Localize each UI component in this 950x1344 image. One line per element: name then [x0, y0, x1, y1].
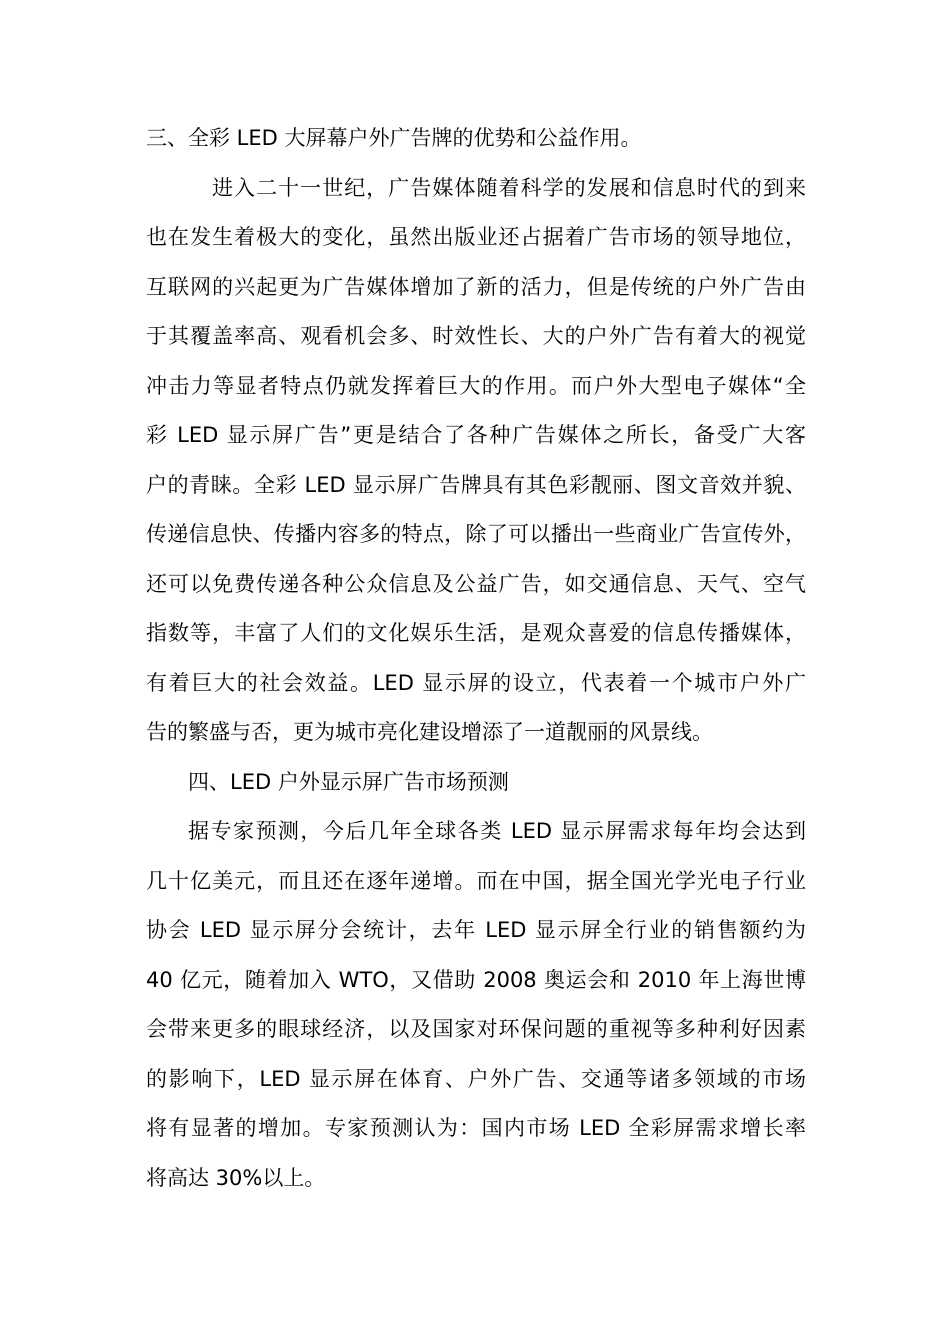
section-heading-3: 三、全彩 LED 大屏幕户外广告牌的优势和公益作用。 — [146, 126, 642, 150]
paragraph-1-line-9: 还可以免费传递各种公众信息及公益广告，如交通信息、天气、空气 — [146, 572, 806, 596]
paragraph-1-line-4: 于其覆盖率高、观看机会多、时效性长、大的户外广告有着大的视觉 — [146, 324, 806, 348]
section-heading-4: 四、LED 户外显示屏广告市场预测 — [188, 770, 509, 794]
paragraph-1-line-6: 彩 LED 显示屏广告”更是结合了各种广告媒体之所长，备受广大客 — [146, 423, 806, 447]
paragraph-1-line-1: 进入二十一世纪，广告媒体随着科学的发展和信息时代的到来 — [212, 176, 806, 200]
paragraph-2-line-6: 的影响下，LED 显示屏在体育、户外广告、交通等诸多领域的市场 — [146, 1067, 806, 1091]
paragraph-1-line-7: 户的青睐。全彩 LED 显示屏广告牌具有其色彩靓丽、图文音效并貌、 — [146, 473, 806, 497]
paragraph-1-line-12: 告的繁盛与否，更为城市亮化建设增添了一道靓丽的风景线。 — [146, 720, 713, 744]
paragraph-2-line-7: 将有显著的增加。专家预测认为：国内市场 LED 全彩屏需求增长率 — [146, 1116, 806, 1140]
paragraph-2-line-3: 协会 LED 显示屏分会统计，去年 LED 显示屏全行业的销售额约为 — [146, 918, 806, 942]
paragraph-1-line-8: 传递信息快、传播内容多的特点，除了可以播出一些商业广告宣传外， — [146, 522, 806, 546]
paragraph-2-line-2: 几十亿美元，而且还在逐年递增。而在中国，据全国光学光电子行业 — [146, 869, 806, 893]
paragraph-1-line-10: 指数等，丰富了人们的文化娱乐生活，是观众喜爱的信息传播媒体， — [146, 621, 806, 645]
paragraph-1-line-3: 互联网的兴起更为广告媒体增加了新的活力，但是传统的户外广告由 — [146, 275, 806, 299]
paragraph-2-line-8: 将高达 30%以上。 — [146, 1166, 326, 1190]
paragraph-1-line-2: 也在发生着极大的变化，虽然出版业还占据着广告市场的领导地位， — [146, 225, 806, 249]
paragraph-2-line-5: 会带来更多的眼球经济，以及国家对环保问题的重视等多种利好因素 — [146, 1017, 806, 1041]
paragraph-2-line-4: 40 亿元，随着加入 WTO，又借助 2008 奥运会和 2010 年上海世博 — [146, 968, 806, 992]
paragraph-1-line-11: 有着巨大的社会效益。LED 显示屏的设立，代表着一个城市户外广 — [146, 671, 806, 695]
paragraph-1-line-5: 冲击力等显者特点仍就发挥着巨大的作用。而户外大型电子媒体“全 — [146, 374, 806, 398]
paragraph-2-line-1: 据专家预测，今后几年全球各类 LED 显示屏需求每年均会达到 — [188, 819, 806, 843]
